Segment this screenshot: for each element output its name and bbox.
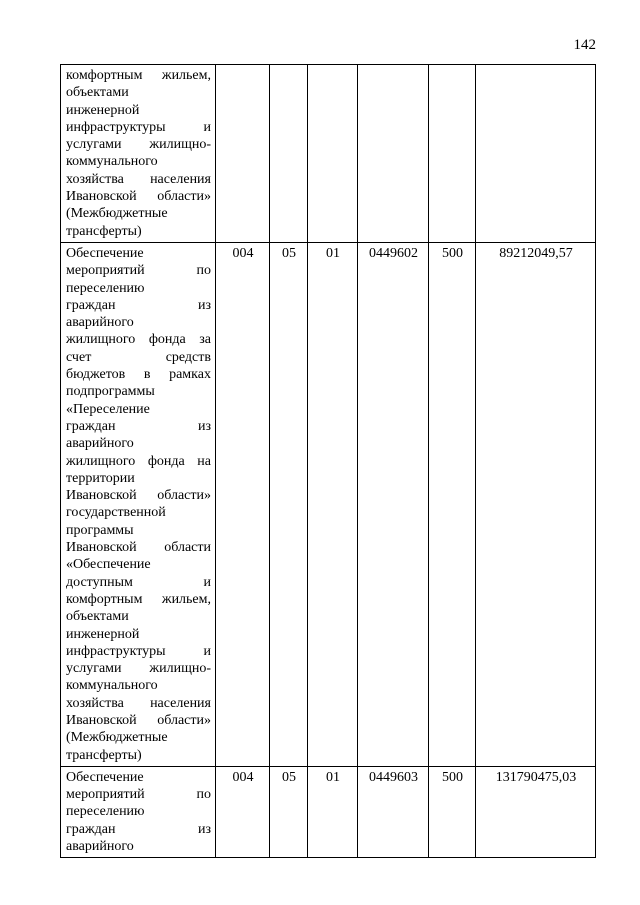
description-line — [66, 435, 211, 452]
description-word: жильем, — [161, 68, 211, 83]
table-row — [61, 65, 596, 243]
description-line — [66, 803, 211, 820]
description-word: объектами — [66, 609, 129, 625]
cell-section-code: 05 — [270, 242, 308, 766]
description-line — [66, 838, 211, 855]
description-word: жилищно- — [149, 137, 211, 153]
description-word: объектами — [66, 85, 129, 101]
description-word: аварийного — [66, 436, 134, 452]
description-line — [66, 119, 211, 136]
description-word: мероприятий — [66, 263, 145, 279]
description-line — [66, 453, 211, 470]
table-row — [61, 766, 596, 857]
description-line — [66, 695, 211, 712]
description-line — [66, 262, 211, 279]
description-line — [66, 84, 211, 101]
description-line — [66, 205, 211, 222]
description-word: бюджетов — [66, 367, 126, 383]
description-word: мероприятий — [66, 787, 145, 803]
cell-description — [61, 65, 216, 243]
description-line — [66, 712, 211, 729]
description-line — [66, 487, 211, 504]
cell-description — [61, 766, 216, 857]
description-line — [66, 747, 211, 764]
description-word: Обеспечение — [66, 769, 144, 785]
cell-expense-type-code: 500 — [429, 242, 476, 766]
description-line — [66, 297, 211, 314]
description-word: и — [203, 574, 211, 590]
description-line — [66, 102, 211, 119]
description-line — [66, 504, 211, 521]
description-word: жильем, — [161, 591, 211, 607]
description-line — [66, 729, 211, 746]
description-word: подпрограммы — [66, 384, 155, 400]
description-word: коммунального — [66, 154, 158, 170]
description-word: области» — [157, 712, 211, 728]
description-word: Обеспечение — [66, 245, 144, 261]
description-line — [66, 470, 211, 487]
description-word: переселению — [66, 804, 145, 820]
description-line — [66, 539, 211, 556]
page-number: 142 — [573, 37, 596, 53]
description-word: счет — [66, 349, 92, 365]
description-word: Ивановской — [66, 712, 137, 728]
description-word: из — [197, 821, 211, 837]
description-word: государственной — [66, 505, 166, 521]
description-word: средств — [165, 349, 211, 365]
description-line — [66, 366, 211, 383]
description-word: коммунального — [66, 678, 158, 694]
description-line — [66, 280, 211, 297]
cell-target-article-code — [358, 65, 429, 243]
description-line — [66, 418, 211, 435]
description-word: области» — [157, 189, 211, 205]
description-word: граждан — [66, 297, 116, 313]
description-word: программы — [66, 522, 134, 538]
description-word: аварийного — [66, 839, 134, 855]
description-word: хозяйства — [66, 695, 124, 711]
description-word: (Межбюджетные — [66, 730, 168, 746]
description-word: жилищного — [66, 453, 136, 469]
description-line — [66, 574, 211, 591]
description-word: жилищного — [66, 332, 136, 348]
cell-description — [61, 242, 216, 766]
description-line — [66, 401, 211, 418]
cell-grbs-code: 004 — [216, 766, 270, 857]
description-line — [66, 769, 211, 786]
description-line — [66, 136, 211, 153]
description-line — [66, 660, 211, 677]
cell-expense-type-code: 500 — [429, 766, 476, 857]
description-line — [66, 67, 211, 84]
description-word: фонда — [147, 453, 185, 469]
description-word: комфортным — [66, 68, 143, 83]
description-word: населения — [150, 695, 211, 711]
cell-target-article-code: 0449603 — [358, 766, 429, 857]
description-word: трансферты) — [66, 223, 142, 239]
description-line — [66, 591, 211, 608]
description-word: населения — [150, 171, 211, 187]
description-word: трансферты) — [66, 747, 142, 763]
cell-expense-type-code — [429, 65, 476, 243]
description-word: по — [196, 263, 211, 279]
description-word: аварийного — [66, 315, 134, 331]
description-word: Ивановской — [66, 540, 137, 556]
description-line — [66, 556, 211, 573]
cell-amount: 89212049,57 — [476, 242, 596, 766]
description-word: области» — [157, 488, 211, 504]
description-word: в — [143, 367, 151, 383]
cell-subsection-code: 01 — [308, 242, 358, 766]
description-line — [66, 383, 211, 400]
description-word: области — [164, 540, 211, 556]
description-word: Ивановской — [66, 189, 137, 205]
description-line — [66, 223, 211, 240]
description-word: рамках — [169, 367, 211, 383]
description-word: по — [196, 787, 211, 803]
cell-amount: 131790475,03 — [476, 766, 596, 857]
cell-grbs-code: 004 — [216, 242, 270, 766]
description-word: из — [197, 418, 211, 434]
description-line — [66, 643, 211, 660]
description-line — [66, 171, 211, 188]
cell-section-code: 05 — [270, 766, 308, 857]
description-word: территории — [66, 470, 135, 486]
description-line — [66, 153, 211, 170]
budget-table — [60, 64, 596, 858]
description-word: доступным — [66, 574, 133, 590]
description-word: за — [199, 332, 211, 348]
description-line — [66, 786, 211, 803]
description-word: инженерной — [66, 102, 140, 118]
table-row — [61, 242, 596, 766]
description-word: «Переселение — [66, 401, 150, 417]
description-line — [66, 677, 211, 694]
description-word: граждан — [66, 821, 116, 837]
description-line — [66, 349, 211, 366]
description-word: фонда — [148, 332, 186, 348]
description-word: жилищно- — [149, 661, 211, 677]
cell-target-article-code: 0449602 — [358, 242, 429, 766]
table-body — [61, 65, 596, 858]
cell-amount — [476, 65, 596, 243]
description-word: Ивановской — [66, 488, 137, 504]
description-word: хозяйства — [66, 171, 124, 187]
cell-subsection-code: 01 — [308, 766, 358, 857]
description-word: и — [203, 643, 211, 659]
description-line — [66, 188, 211, 205]
description-line — [66, 331, 211, 348]
cell-section-code — [270, 65, 308, 243]
description-word: услугами — [66, 137, 122, 153]
description-word: услугами — [66, 661, 122, 677]
description-word: (Межбюджетные — [66, 206, 168, 222]
description-word: инженерной — [66, 626, 140, 642]
description-line — [66, 522, 211, 539]
description-line — [66, 821, 211, 838]
cell-grbs-code — [216, 65, 270, 243]
description-word: комфортным — [66, 591, 143, 607]
description-line — [66, 626, 211, 643]
description-line — [66, 314, 211, 331]
description-word: инфраструктуры — [66, 643, 166, 659]
description-word: на — [197, 453, 211, 469]
description-word: граждан — [66, 418, 116, 434]
description-word: инфраструктуры — [66, 119, 166, 135]
description-word: «Обеспечение — [66, 557, 151, 573]
description-word: из — [197, 297, 211, 313]
description-line — [66, 245, 211, 262]
description-word: и — [203, 119, 211, 135]
cell-subsection-code — [308, 65, 358, 243]
description-word: переселению — [66, 280, 145, 296]
description-line — [66, 608, 211, 625]
